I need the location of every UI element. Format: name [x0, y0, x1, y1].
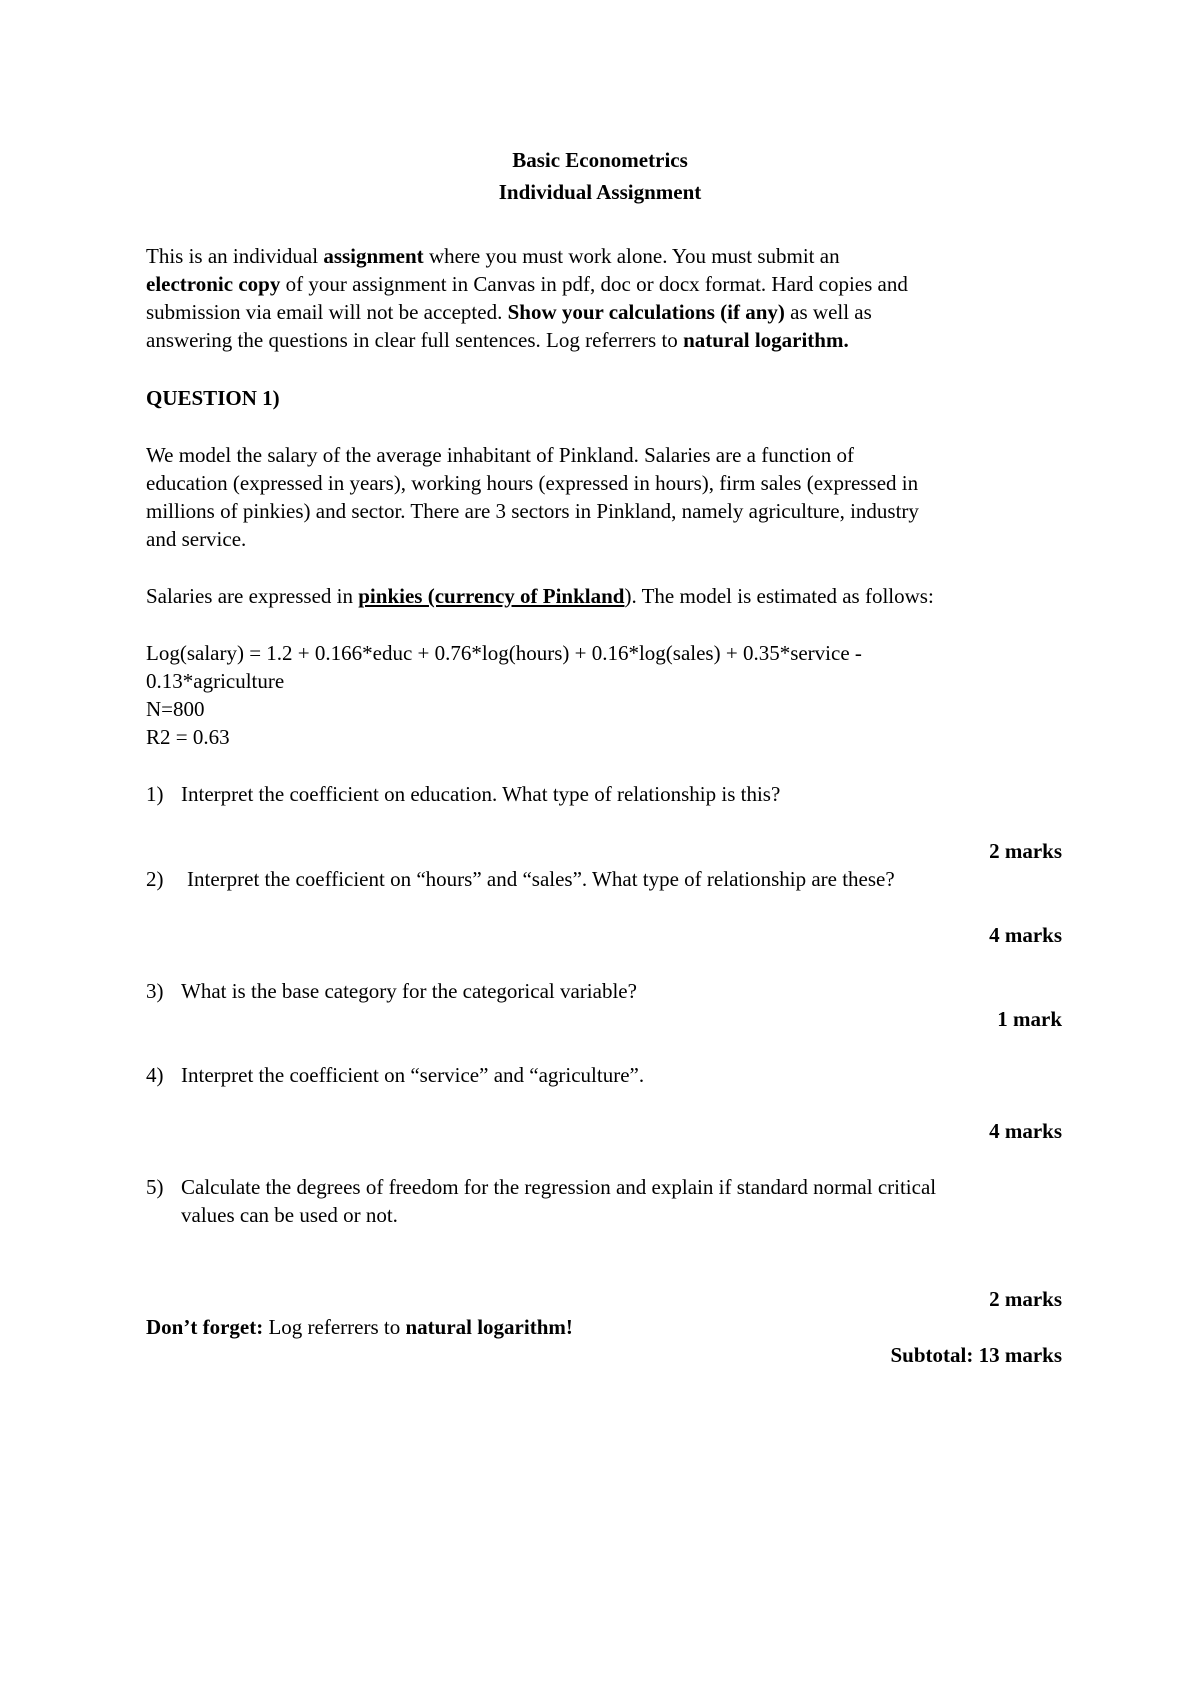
- item-number: 2): [146, 867, 164, 891]
- question-heading: QUESTION 1): [146, 386, 280, 410]
- equation-line-2: 0.13*agriculture: [146, 669, 285, 693]
- intro-line-4: [146, 326, 849, 354]
- reminder-label: Don’t forget:: [146, 1315, 264, 1339]
- currency-underlined: pinkies (currency of Pinkland: [358, 584, 625, 608]
- reminder-bold: natural logarithm!: [405, 1315, 573, 1339]
- item-marks: 2 marks: [989, 839, 1062, 863]
- intro-bold-assignment: assignment: [323, 244, 424, 268]
- item-number: 4): [146, 1063, 164, 1087]
- item-text: Interpret the coefficient on “hours” and “sales”. What type of relationship are these?: [187, 867, 895, 891]
- intro-text: as well as: [784, 300, 872, 324]
- intro-bold-electronic-copy: electronic copy: [146, 272, 281, 296]
- intro-text: of your assignment in Canvas in pdf, doc or docx format. Hard copies and: [280, 272, 908, 296]
- item-text: Interpret the coefficient on “service” and “agriculture”.: [181, 1063, 645, 1087]
- intro-line-1: [146, 242, 840, 270]
- currency-line: [146, 582, 934, 610]
- assignment-title: Individual Assignment: [498, 180, 702, 204]
- equation-line-1: Log(salary) = 1.2 + 0.166*educ + 0.76*log(hours) + 0.16*log(sales) + 0.35*service -: [146, 641, 862, 665]
- item-number: 1): [146, 782, 164, 806]
- reminder-text: Log referrers to: [263, 1315, 406, 1339]
- paragraph-line: education (expressed in years), working hours (expressed in hours), firm sales (expressed in: [146, 471, 919, 495]
- item-text-continued: values can be used or not.: [181, 1203, 398, 1227]
- intro-text: answering the questions in clear full sentences. Log referrers to: [146, 328, 684, 352]
- item-marks: 4 marks: [989, 923, 1062, 947]
- item-number: 5): [146, 1175, 164, 1199]
- currency-text: Salaries are expressed in: [146, 584, 359, 608]
- intro-line-2: [146, 270, 908, 298]
- item-number: 3): [146, 979, 164, 1003]
- item-marks: 2 marks: [989, 1287, 1062, 1311]
- subtotal: Subtotal: 13 marks: [890, 1343, 1062, 1367]
- r-squared: R2 = 0.63: [146, 725, 230, 749]
- intro-text: This is an individual: [146, 244, 324, 268]
- sample-size: N=800: [146, 697, 205, 721]
- item-text: What is the base category for the categorical variable?: [181, 979, 637, 1003]
- item-text: Interpret the coefficient on education. What type of relationship is this?: [181, 782, 781, 806]
- intro-text: where you must work alone. You must submit an: [423, 244, 840, 268]
- currency-text: ). The model is estimated as follows:: [624, 584, 934, 608]
- course-title: Basic Econometrics: [512, 148, 688, 172]
- item-marks: 1 mark: [997, 1007, 1062, 1031]
- intro-bold-calculations: Show your calculations (if any): [507, 300, 785, 324]
- intro-bold-natural-log: natural logarithm.: [683, 328, 849, 352]
- intro-line-3: [146, 298, 872, 326]
- item-text: Calculate the degrees of freedom for the regression and explain if standard normal critical: [181, 1175, 937, 1199]
- item-marks: 4 marks: [989, 1119, 1062, 1143]
- paragraph-line: millions of pinkies) and sector. There are 3 sectors in Pinkland, namely agriculture, industry: [146, 499, 919, 523]
- intro-text: submission via email will not be accepted.: [146, 300, 508, 324]
- paragraph-line: and service.: [146, 527, 247, 551]
- paragraph-line: We model the salary of the average inhabitant of Pinkland. Salaries are a function of: [146, 443, 854, 467]
- reminder-line: [146, 1313, 573, 1341]
